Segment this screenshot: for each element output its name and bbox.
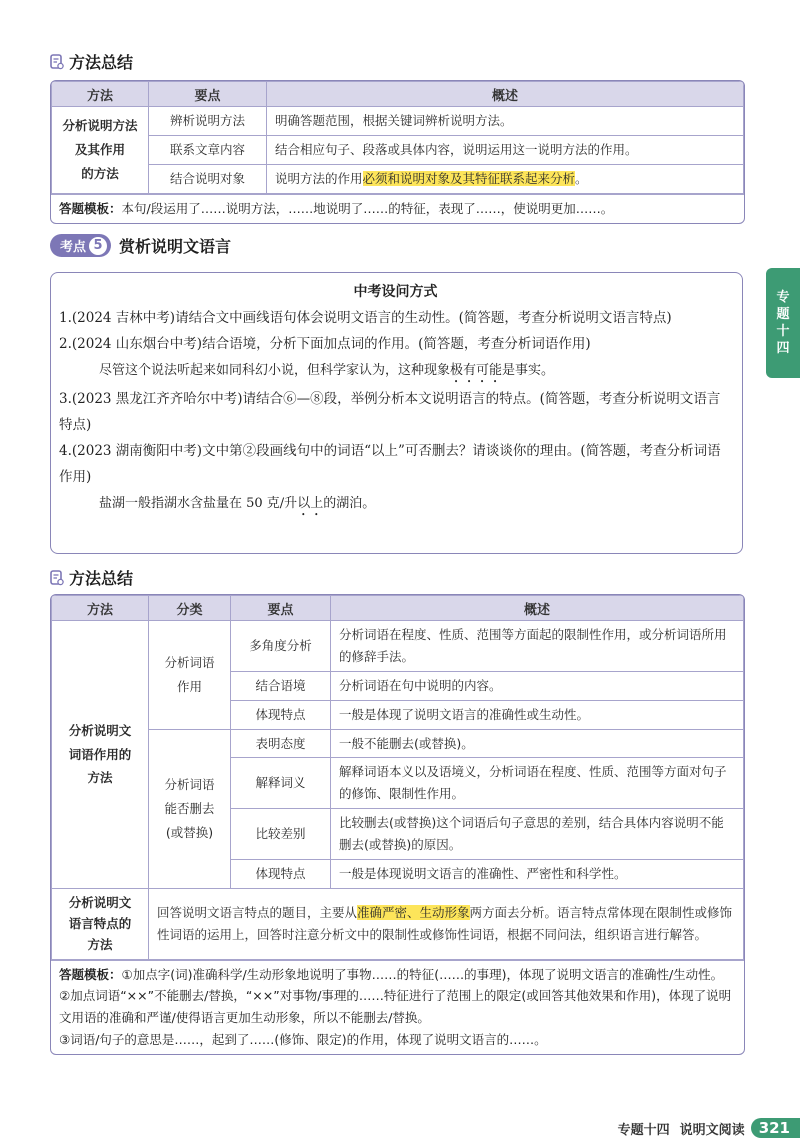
point-cell: 体现特点 <box>231 700 331 729</box>
section1-title: 方法总结 <box>69 53 134 72</box>
point-cell: 比较差别 <box>231 809 331 860</box>
question-num: 1. <box>59 310 72 326</box>
point-cell: 结合说明对象 <box>149 164 267 193</box>
desc-cell: 解释词语本义以及语境义，分析词语在程度、性质、范围等方面对句子的修饰、限制性作用。 <box>331 758 744 809</box>
method-line: 方法 <box>87 770 113 786</box>
category-line: 作用 <box>176 678 202 694</box>
questions-box <box>50 272 743 554</box>
desc-text: 。 <box>575 170 588 186</box>
example-text: 的湖泊。 <box>323 496 376 511</box>
page-number: 321 <box>751 1118 800 1138</box>
table-row <box>52 888 744 959</box>
questions-title: 中考设问方式 <box>353 284 438 300</box>
question-example <box>59 357 732 386</box>
point-cell: 联系文章内容 <box>149 135 267 164</box>
method-line: 及其作用 <box>74 141 125 157</box>
point-cell: 结合语境 <box>231 671 331 700</box>
header-desc: 概述 <box>331 596 744 621</box>
header-category: 分类 <box>149 596 231 621</box>
footer-section: 专题十四 <box>617 1122 670 1138</box>
template-text: 本句/段运用了……说明方法，……地说明了……的特征，表现了……，使说明更加……。 <box>121 200 614 216</box>
desc-cell: 结合相应句子、段落或具体内容，说明运用这一说明方法的作用。 <box>267 135 744 164</box>
header-point: 要点 <box>231 596 331 621</box>
desc-text: 两方面去分析。语言特点常体现在限制性或修饰性词语的运用上，回答时注意分析文中的限制性或修饰性词语，根据不同问法，组织语言进行解答。 <box>157 904 733 942</box>
footer-subject: 说明文阅读 <box>679 1122 745 1138</box>
dotted-words: 极有可能 <box>450 363 503 378</box>
desc-text: 说明方法的作用 <box>275 170 363 186</box>
method-line: 词语作用的 <box>68 746 132 762</box>
example-text: 是事实。 <box>502 363 555 378</box>
category-line: 分析词语 <box>164 777 215 792</box>
point-cell: 多角度分析 <box>231 621 331 672</box>
table-row <box>52 107 744 136</box>
method-cell <box>52 621 149 889</box>
method-cell <box>52 107 149 194</box>
question-item <box>59 331 732 357</box>
table-row <box>52 135 744 164</box>
section2-heading <box>50 566 133 589</box>
question-example <box>59 490 732 519</box>
desc-cell: 分析词语在句中说明的内容。 <box>331 671 744 700</box>
document-icon <box>50 54 64 70</box>
desc-cell: 比较删去(或替换)这个词语后句子意思的差别，结合具体内容说明不能删去(或替换)的原因。 <box>331 809 744 860</box>
dotted-words: 以上 <box>297 496 324 511</box>
method-line: 分析说明文 <box>68 894 132 910</box>
table-row <box>52 164 744 193</box>
method-cell <box>52 888 149 959</box>
template-text: ①加点字(词)准确科学/生动形象地说明了事物……的特征(……的事理)，体现了说明文语言的准确性/生动性。 <box>121 966 724 982</box>
category-line: 能否删去 <box>164 800 215 816</box>
method-line: 方法 <box>87 937 113 953</box>
question-item <box>59 438 732 490</box>
highlighted-text: 必须和说明对象及其特征联系起来分析 <box>362 170 576 186</box>
category-cell <box>149 621 231 730</box>
example-text: 尽管这个说法听起来如同科幻小说，但科学家认为，这种现象 <box>99 363 451 378</box>
point-cell: 辨析说明方法 <box>149 107 267 136</box>
header-method: 方法 <box>52 82 149 107</box>
table-row <box>52 621 744 672</box>
example-text: 盐湖一般指湖水含盐量在 50 克/升 <box>99 496 298 511</box>
desc-cell <box>149 888 744 959</box>
desc-cell <box>267 164 744 193</box>
section2-title: 方法总结 <box>69 569 134 588</box>
desc-cell: 明确答题范围，根据关键词辨析说明方法。 <box>267 107 744 136</box>
question-text: (2023 黑龙江齐齐哈尔中考)请结合⑥—⑧段，举例分析本文说明语言的特点。(简答题，考查分析说明文语言特点) <box>59 391 721 433</box>
answer-template <box>51 194 744 223</box>
question-text: (2024 山东烟台中考)结合语境，分析下面加点词的作用。(简答题，考查分析词语作用) <box>71 336 591 352</box>
method-line: 语言特点的 <box>68 916 132 931</box>
header-point: 要点 <box>149 82 267 107</box>
point-cell: 体现特点 <box>231 859 331 888</box>
desc-cell: 一般不能删去(或替换)。 <box>331 729 744 758</box>
side-tab-char: 专 <box>776 290 790 305</box>
header-method: 方法 <box>52 596 149 621</box>
side-tab-char: 题 <box>776 307 790 322</box>
side-tab-char: 四 <box>776 341 790 356</box>
desc-cell: 分析词语在程度、性质、范围等方面起的限制性作用，或分析词语所用的修辞手法。 <box>331 621 744 672</box>
kaodian-title: 赏析说明文语言 <box>119 237 232 256</box>
answer-template <box>51 960 744 1055</box>
template-label: 答题模板： <box>59 200 122 216</box>
document-icon <box>50 570 64 586</box>
method-table-1 <box>50 80 745 224</box>
point-cell: 解释词义 <box>231 758 331 809</box>
method-table-2 <box>50 594 745 1055</box>
template-label: 答题模板： <box>59 966 122 982</box>
side-tab-char: 十 <box>776 324 790 339</box>
desc-cell: 一般是体现说明文语言的准确性、严密性和科学性。 <box>331 859 744 888</box>
kaodian-label: 考点 <box>60 240 87 255</box>
kaodian-number: 5 <box>89 237 107 255</box>
method-line: 分析说明方法 <box>62 118 138 134</box>
category-line: 分析词语 <box>164 655 215 670</box>
desc-text: 回答说明文语言特点的题目，主要从 <box>157 904 358 920</box>
section1-heading <box>50 50 133 73</box>
category-line: (或替换) <box>165 824 214 840</box>
page-footer <box>618 1118 800 1138</box>
question-item <box>59 305 732 331</box>
category-cell <box>149 729 231 888</box>
question-text: (2023 湖南衡阳中考)文中第②段画线句中的词语“以上”可否删去？请谈谈你的理由。(简答题，考查分析词语作用) <box>59 443 721 485</box>
highlighted-text: 准确严密、生动形象 <box>357 904 470 920</box>
method-line: 的方法 <box>81 165 119 181</box>
question-num: 4. <box>59 443 72 459</box>
question-num: 3. <box>59 391 72 407</box>
method-line: 分析说明文 <box>68 722 132 738</box>
question-item <box>59 386 732 438</box>
point-cell: 表明态度 <box>231 729 331 758</box>
topic-side-tab <box>766 268 800 378</box>
template-text: ②加点词语“××”不能删去/替换，“××”对事物/事理的……特征进行了范围上的限定(或回答其他效果和作用)，体现了说明文用语的准确和严谨/使得语言更加生动形象，所以不能删去/替换。 <box>59 988 732 1026</box>
template-text: ③词语/句子的意思是……，起到了……(修饰、限定)的作用，体现了说明文语言的……。 <box>59 1032 547 1048</box>
question-text: (2024 吉林中考)请结合文中画线语句体会说明文语言的生动性。(简答题，考查分析说明文语言特点) <box>71 310 672 326</box>
question-num: 2. <box>59 336 72 352</box>
table-row <box>52 729 744 758</box>
kaodian-heading <box>50 234 231 257</box>
kaodian-badge <box>50 234 111 257</box>
header-desc: 概述 <box>267 82 744 107</box>
desc-cell: 一般是体现了说明文语言的准确性或生动性。 <box>331 700 744 729</box>
